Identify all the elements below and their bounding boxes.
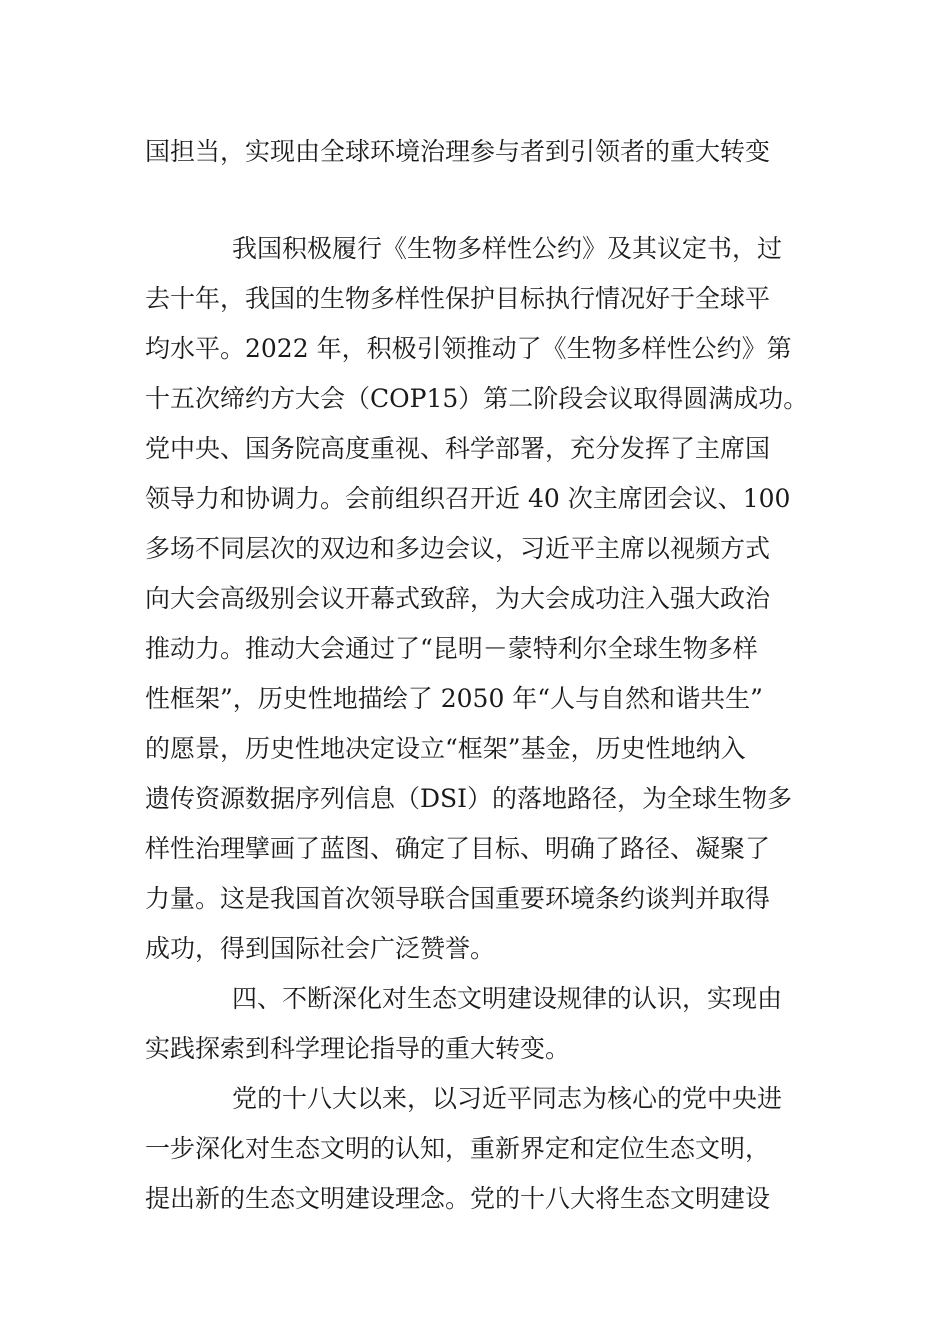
paragraph-1-line-6: 领导力和协调力。会前组织召开近 40 次主席团会议、100 bbox=[145, 484, 791, 513]
section-heading-line-1: 四、不断深化对生态文明建设规律的认识，实现由 bbox=[232, 984, 783, 1013]
paragraph-1-line-12: 遗传资源数据序列信息（DSI）的落地路径，为全球生物多 bbox=[145, 784, 793, 813]
paragraph-1-line-1: 我国积极履行《生物多样性公约》及其议定书，过 bbox=[232, 234, 783, 263]
paragraph-2-line-2: 一步深化对生态文明的认知，重新界定和定位生态文明， bbox=[145, 1134, 771, 1163]
paragraph-2-line-3: 提出新的生态文明建设理念。党的十八大将生态文明建设 bbox=[145, 1184, 771, 1213]
paragraph-1-line-4: 十五次缔约方大会（COP15）第二阶段会议取得圆满成功。 bbox=[145, 384, 809, 413]
paragraph-1-line-11: 的愿景，历史性地决定设立“框架”基金，历史性地纳入 bbox=[145, 734, 746, 763]
paragraph-1-line-15: 成功，得到国际社会广泛赞誉。 bbox=[145, 934, 496, 963]
paragraph-1-line-10: 性框架”，历史性地描绘了 2050 年“人与自然和谐共生” bbox=[145, 684, 763, 713]
paragraph-1-line-7: 多场不同层次的双边和多边会议，习近平主席以视频方式 bbox=[145, 534, 771, 563]
heading-continuation-line: 国担当，实现由全球环境治理参与者到引领者的重大转变 bbox=[145, 137, 771, 166]
paragraph-2-line-1: 党的十八大以来，以习近平同志为核心的党中央进 bbox=[232, 1084, 783, 1113]
paragraph-1-line-3: 均水平。2022 年，积极引领推动了《生物多样性公约》第 bbox=[145, 334, 792, 363]
paragraph-1-line-13: 样性治理擘画了蓝图、确定了目标、明确了路径、凝聚了 bbox=[145, 834, 771, 863]
section-heading-line-2: 实践探索到科学理论指导的重大转变。 bbox=[145, 1034, 571, 1063]
paragraph-1-line-9: 推动力。推动大会通过了“昆明－蒙特利尔全球生物多样 bbox=[145, 634, 758, 663]
paragraph-1-line-8: 向大会高级别会议开幕式致辞，为大会成功注入强大政治 bbox=[145, 584, 771, 613]
paragraph-1-line-5: 党中央、国务院高度重视、科学部署，充分发挥了主席国 bbox=[145, 434, 771, 463]
paragraph-1-line-2: 去十年，我国的生物多样性保护目标执行情况好于全球平 bbox=[145, 284, 771, 313]
paragraph-1-line-14: 力量。这是我国首次领导联合国重要环境条约谈判并取得 bbox=[145, 884, 771, 913]
